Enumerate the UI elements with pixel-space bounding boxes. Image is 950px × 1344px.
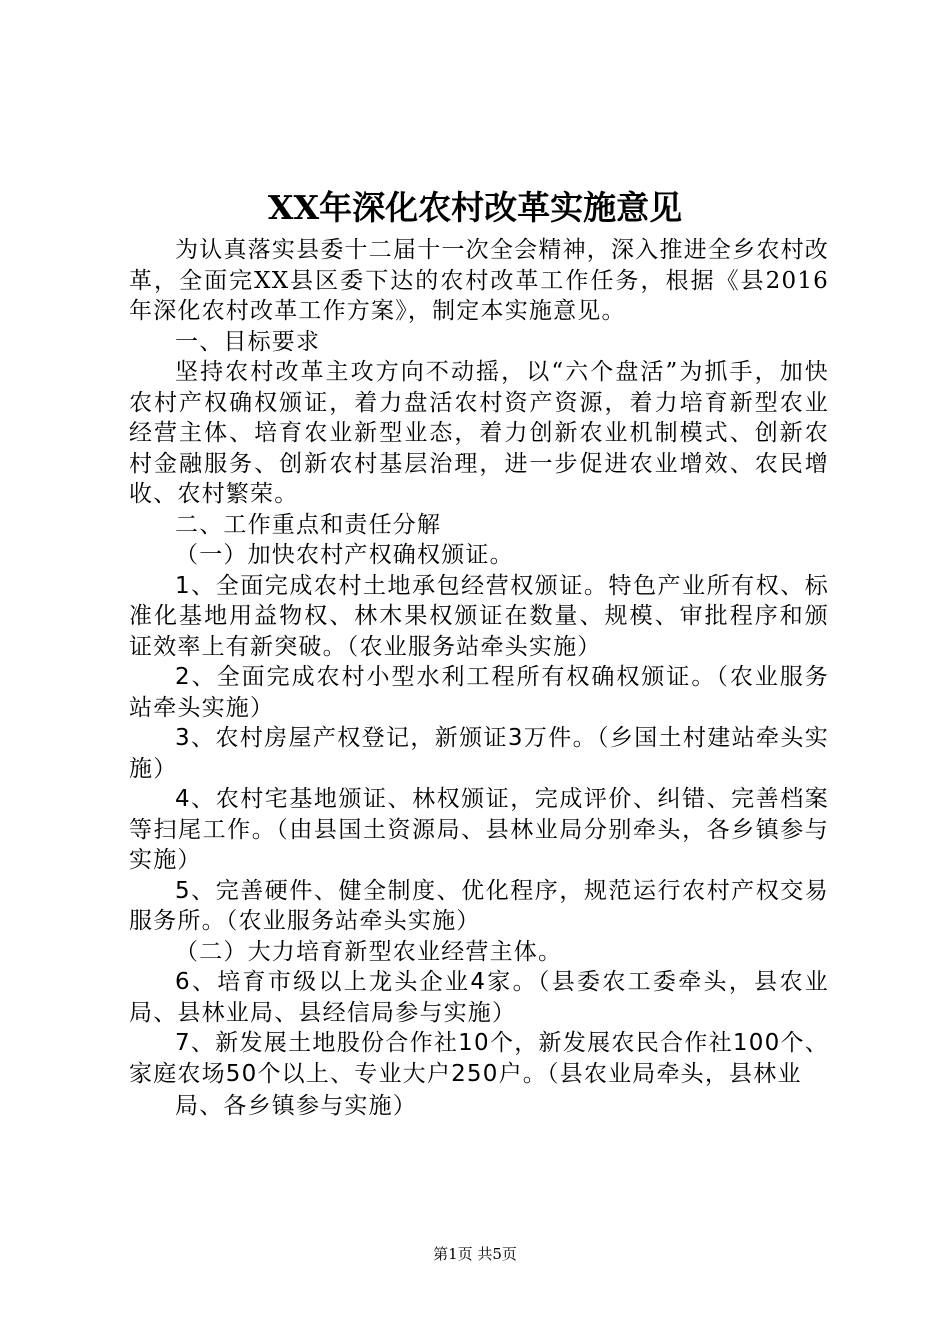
document-title: XX年深化农村改革实施意见 — [267, 188, 683, 227]
task-item-4-detail: （由县国土资源局、县林业局分别牵头，各乡镇参与实施） — [129, 816, 829, 873]
task-item-2-title: 2、全面完成农村小型水利工程所有权确权颁证。 — [175, 664, 717, 690]
task-item-6-detail: （县委农工委牵头，县农业局、县林业局、县经信局参与实施） — [129, 969, 829, 1026]
task-item-1-detail: 特色产业所有权、标准化基地用益物权、林木果权颁证在数量、规模、审批程序和颁证效率上有新突破。（农业服务站牵头实施） — [129, 572, 829, 660]
subsection-heading-2: （二）大力培育新型农业经营主体。 — [175, 938, 563, 965]
task-item-5 — [129, 876, 829, 937]
task-item-3-title: 3、农村房屋产权登记，新颁证3万件。 — [175, 725, 597, 751]
task-item-3 — [129, 723, 829, 784]
task-item-7-continuation: 局、各乡镇参与实施） — [175, 1093, 417, 1119]
task-item-7 — [129, 1028, 829, 1089]
task-item-2-detail: （农业服务站牵头实施） — [129, 664, 829, 721]
task-item-2 — [129, 662, 829, 723]
subsection-heading-1: （一）加快农村产权确权颁证。 — [175, 542, 514, 568]
goals-paragraph: 坚持农村改革主攻方向不动摇，以“六个盘活”为抓手，加快农村产权确权颁证，着力盘活农村资产资源，着力培育新型农业经营主体、培育农业新型业态，着力创新农业机制模式、创新农村金融服务、创新农村基层治理，进一步促进农业增效、农民增收、农村繁荣。 — [129, 359, 829, 507]
task-item-1-title: 1、全面完成农村土地承包经营权颁证。 — [175, 572, 609, 599]
task-item-3-detail: （乡国土村建站牵头实施） — [129, 725, 829, 782]
task-item-6-title: 6、培育市级以上龙头企业4家。 — [175, 969, 538, 995]
section-heading-goals: 一、目标要求 — [175, 328, 321, 355]
task-item-6 — [129, 967, 829, 1028]
document-body — [129, 235, 829, 1122]
task-item-4 — [129, 784, 829, 876]
task-item-5-detail: （农业服务站牵头实施） — [225, 908, 481, 934]
task-item-4-title: 4、农村宅基地颁证、林权颁证，完成评价、纠错、完善档案等扫尾工作。 — [129, 786, 829, 843]
intro-paragraph: 为认真落实县委十二届十一次全会精神，深入推进全乡农村改革，全面完XX县区委下达的农村改革工作任务，根据《县2016年深化农村改革工作方案》，制定本实施意见。 — [129, 237, 829, 324]
task-item-5-title: 5、完善硬件、健全制度、优化程序，规范运行农村产权交易服务所。 — [129, 877, 829, 934]
task-item-7-detail: （县农业局牵头，县林业 — [546, 1060, 802, 1087]
task-item-1 — [129, 571, 829, 663]
task-item-7-title: 7、新发展土地股份合作社10个，新发展农民合作社100个、家庭农场50个以上、专业大户250户。 — [129, 1030, 829, 1087]
page-number-footer: 第1页 共5页 — [433, 1245, 517, 1263]
section-heading-tasks: 二、工作重点和责任分解 — [175, 511, 442, 538]
